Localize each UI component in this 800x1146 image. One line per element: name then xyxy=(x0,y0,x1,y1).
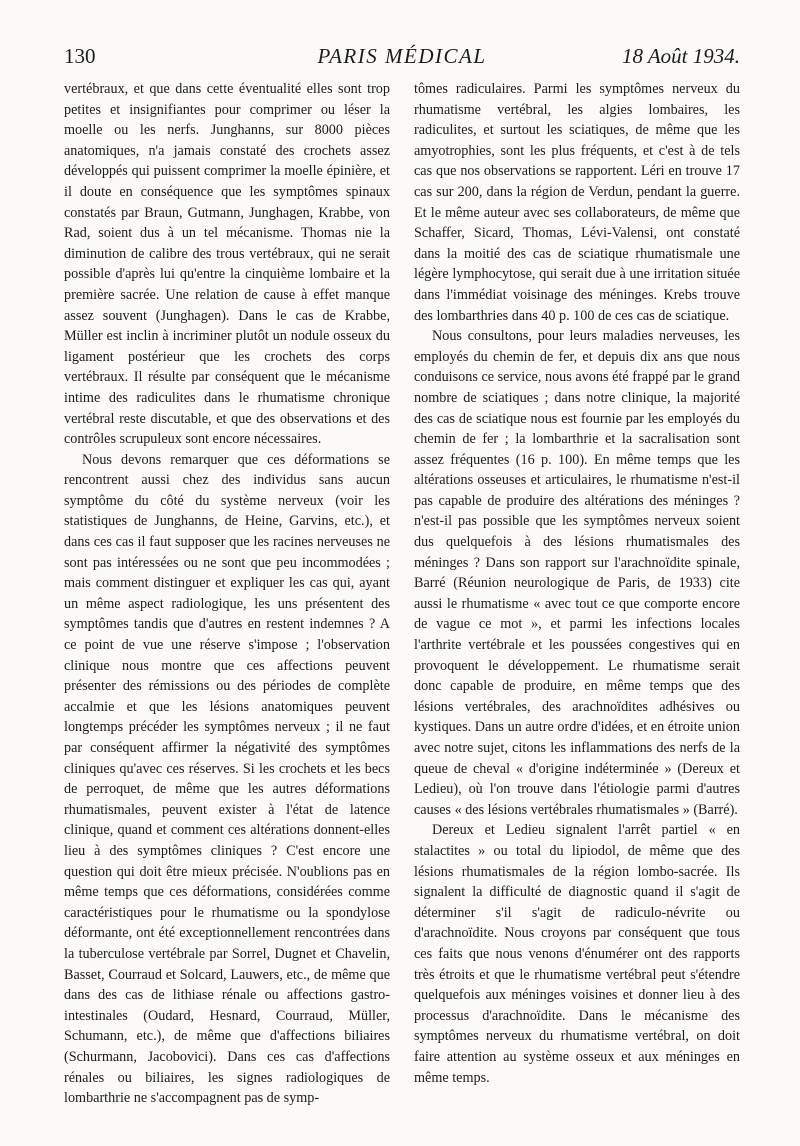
paragraph: tômes radiculaires. Parmi les symptômes nerveux du rhumatisme vertébral, les algies lombaires, les radiculites, et surtout les sciatiques, de même que les amyotrophies, sont les plus fréquents, et c'est à de tels cas que nos observations se rapportent. Léri en trouve 17 cas sur 200, dans la région de Verdun, pendant la guerre. Et le même auteur avec ses collaborateurs, de même que Schaffer, Sicard, Thomas, Lévi-Valensi, ont constaté dans la moitié des cas de sciatique rhumatismale une légère lymphocytose, qui serait due à une irritation située dans l'immédiat voisinage des méninges. Krebs trouve des lombarthries dans 40 p. 100 de ces cas de sciatique. xyxy=(414,81,740,324)
page-number: 130 xyxy=(64,44,96,68)
article-body xyxy=(64,79,740,1107)
page-header xyxy=(64,44,740,74)
paragraph: Nous consultons, pour leurs maladies nerveuses, les employés du chemin de fer, et depuis dix ans que nous conduisons ce service, nous avons été frappé par le grand nombre de sciatiques ; dans notre clinique, la majorité des cas de sciatique nous est fournie par les employés du chemin de fer ; la lombarthrie et la sacralisation sont assez fréquentes (16 p. 100). En même temps que les altérations osseuses et articulaires, le rhumatisme n'est-il pas capable de produire des altérations des méninges ? n'est-il pas possible que les symptômes nerveux soient dus quelquefois à des lésions rhumatismales des méninges ? Dans son rapport sur l'arachnoïdite spinale, Barré (Réunion neurologique de Paris, de 1933) cite aussi le rhumatisme « avec tout ce que comporte encore de vague ce mot », et parmi les infections locales l'arthrite vertébrale et les poussées congestives qui en provoquent le développement. Le rhumatisme serait donc capable de produire, en même temps que des lésions vertébrales, des arachnoïdites adhésives ou kystiques. Dans un autre ordre d'idées, et en étroite union avec notre sujet, citons les inflammations des nerfs de la queue de cheval « d'origine indéterminée » (Dereux et Ledieu), où l'on trouve dans l'étiologie parmi d'autres causes « des lésions vertébrales rhumatismales » (Barré). xyxy=(414,328,740,818)
running-title: PARIS MÉDICAL xyxy=(317,44,487,68)
issue-date: 18 Août 1934. xyxy=(621,44,740,68)
right-column xyxy=(414,79,740,1088)
paragraph: Dereux et Ledieu signalent l'arrêt partiel « en stalactites » ou total du lipiodol, de même que des lésions rhumatismales de la région lombo-sacrée. Ils signalent la difficulté de diagnostic quand il s'agit de déterminer s'il s'agit de radiculo-névrite ou d'arachnoïdite. Nous croyons par conséquent que tous ces faits que nous venons d'énumérer ont des rapports très étroits et que le rhumatisme vertébral peut s'étendre quelquefois aux méninges voisines et donner lieu à des processus d'arachnoïdite. Dans le mécanisme des symptômes nerveux du rhumatisme vertébral, on doit faire attention au système osseux et aux méninges en même temps. xyxy=(414,822,740,1086)
paragraph: vertébraux, et que dans cette éventualité elles sont trop petites et insignifiantes pour comprimer ou léser la moelle ou les nerfs. Junghanns, sur 8000 pièces anatomiques, n'a jamais constaté des crochets assez développés qui puissent comprimer la moelle épinière, et il doute en conséquence que les symptômes spinaux constatés par Braun, Gutmann, Junghagen, Krabbe, von Rad, soient dus à un tel mécanisme. Thomas nie la diminution de calibre des trous vertébraux, qui ne serait possible d'après lui qu'entre la cinquième lombaire et la première sacrée. Une relation de cause à effet manque assez souvent (Junghagen). Dans le cas de Krabbe, Müller est inclin à incriminer plutôt un nodule osseux du ligament postérieur que les crochets des corps vertébraux. Il résulte par conséquent que le mécanisme intime des radiculites dans le rhumatisme chronique vertébral reste discutable, et que des observations et des contrôles scrupuleux sont encore nécessaires. xyxy=(64,81,390,448)
paragraph: Nous devons remarquer que ces déformations se rencontrent aussi chez des individus sans aucun symptôme du côté du système nerveux (voir les statistiques de Junghanns, de Heine, Garvins, etc.), et dans ces cas il faut supposer que les racines nerveuses ne sont pas intéressées ou ne sont que peu incommodées ; mais comment distinguer et expliquer les cas qui, ayant un même aspect radiologique, les uns présentent des symptômes tandis que d'autres en restent indemnes ? A ce point de vue une réserve s'impose ; l'observation clinique nous montre que ces affections peuvent présenter des rémissions ou des périodes de complète accalmie et que les lésions anatomiques peuvent longtemps précéder les symptômes nerveux ; il ne faut par conséquent affirmer la négativité des symptômes cliniques qu'avec ces réserves. Si les crochets et les becs de perroquet, de même que les autres déformations rhumatismales, peuvent exister à l'état de latence clinique, quand et comment ces altérations donnent-elles lieu à des symptômes cliniques ? C'est encore une question qui doit être mieux précisée. N'oublions pas en même temps que ces déformations, considérées comme caractéristiques pour le rhumatisme ou la spondylose déformante, ont été exceptionnellement rencontrées dans la tuberculose vertébrale par Sorrel, Dugnet et Chavelin, Basset, Courraud et Solcard, Lauwers, etc., de même que dans des cas de lithiase rénale ou affections gastro-intestinales (Oudard, Hesnard, Courraud, Müller, Schumann, etc.), de même que d'affections biliaires (Schurmann, Jacobovici). Dans ces cas d'affections rénales ou biliaires, les signes radiologiques de lombarthrie ne s'accompagnent pas de symp- xyxy=(64,451,390,1107)
left-column xyxy=(64,79,390,1109)
